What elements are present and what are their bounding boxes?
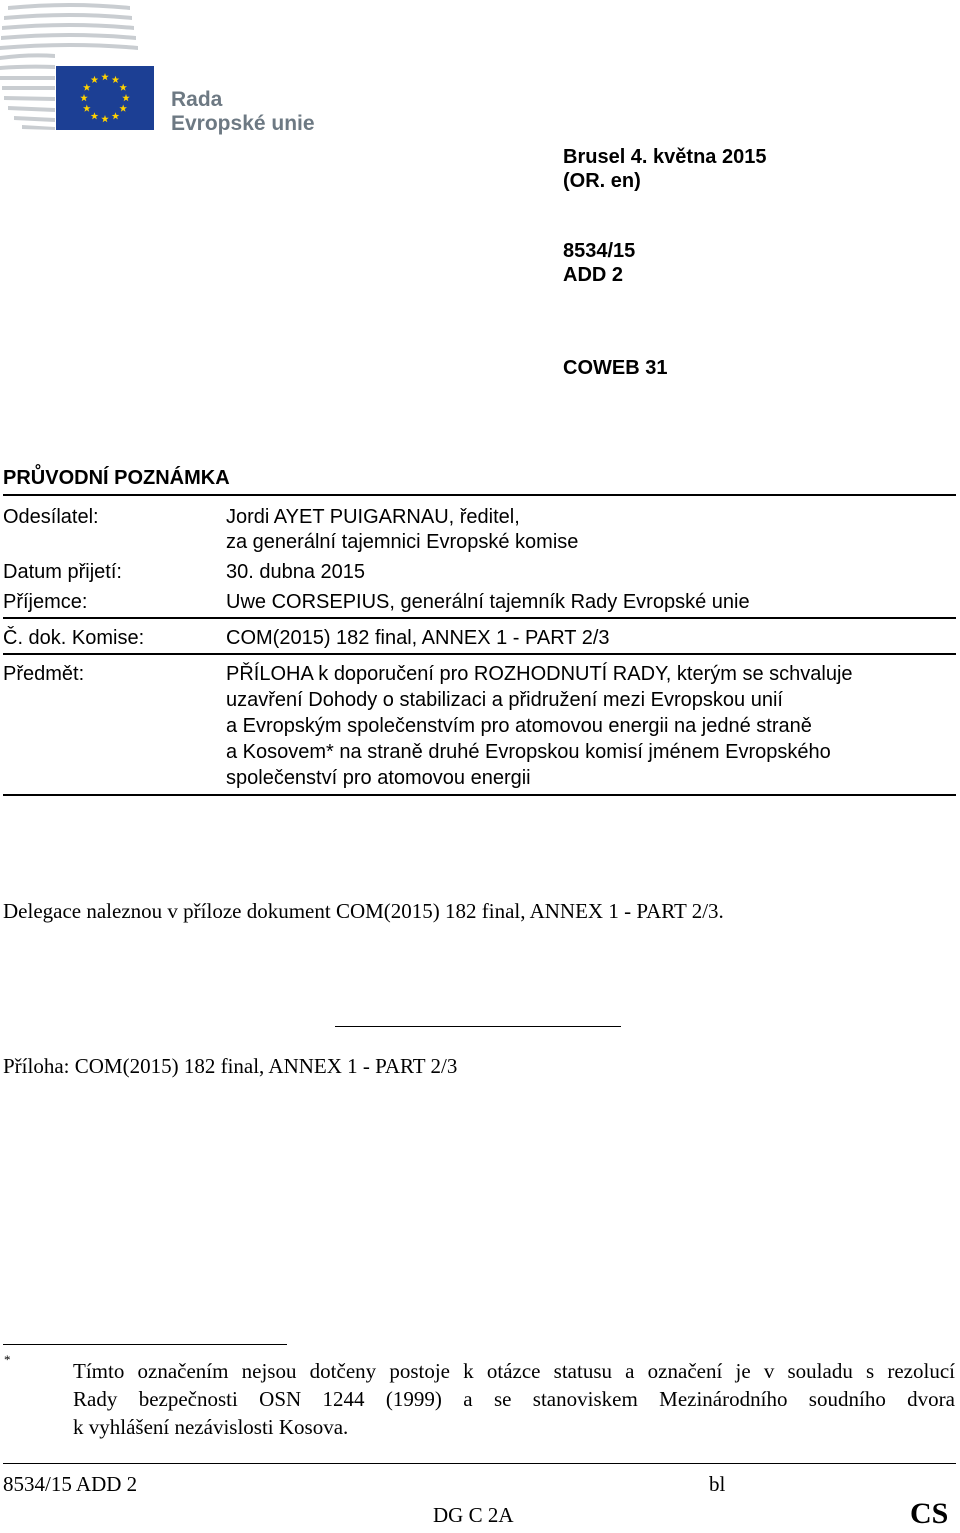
star-icon xyxy=(91,112,99,119)
star-icon xyxy=(80,94,88,101)
commission-doc-value: COM(2015) 182 final, ANNEX 1 - PART 2/3 xyxy=(226,627,610,649)
recipient-value: Uwe CORSEPIUS, generální tajemník Rady Evropské unie xyxy=(226,591,750,613)
commission-doc-label: Č. dok. Komise: xyxy=(3,627,145,649)
logo-line-2: Evropské unie xyxy=(171,112,315,135)
date-received-label: Datum přijetí: xyxy=(3,561,122,583)
header-original-language: (OR. en) xyxy=(563,170,641,192)
star-icon xyxy=(122,94,130,101)
subject-line: uzavření Dohody o stabilizaci a přidružení mezi Evropskou unií xyxy=(226,689,783,711)
star-icon xyxy=(119,105,127,112)
sender-label: Odesílatel: xyxy=(3,506,99,528)
delegation-text: Delegace naleznou v příloze dokument COM(2015) 182 final, ANNEX 1 - PART 2/3. xyxy=(3,899,724,923)
divider xyxy=(3,617,956,619)
footer-department: DG C 2A xyxy=(433,1503,514,1527)
star-icon xyxy=(112,112,120,119)
recipient-label: Příjemce: xyxy=(3,591,88,613)
subject-line: PŘÍLOHA k doporučení pro ROZHODNUTÍ RADY, kterým se schvaluje xyxy=(226,663,853,685)
footnote-line: Rady bezpečnosti OSN 1244 (1999) a se stanoviskem Mezinárodního soudního dvora xyxy=(73,1387,955,1411)
eu-stars xyxy=(56,66,154,130)
star-icon xyxy=(101,73,109,80)
header-doc-number: 8534/15 xyxy=(563,240,636,262)
divider xyxy=(3,494,956,496)
footnote-line: Tímto označením nejsou dotčeny postoje k otázce statusu a označení je v souladu s rezolucí xyxy=(73,1359,955,1383)
separator-line xyxy=(335,1026,621,1027)
subject-line: a Kosovem* na straně druhé Evropskou komisí jménem Evropského xyxy=(226,741,831,763)
footer-initials: bl xyxy=(709,1472,726,1496)
eu-flag-icon xyxy=(56,66,154,130)
council-logo-text xyxy=(171,88,315,136)
logo-line-1: Rada xyxy=(171,88,223,111)
subject-text xyxy=(226,661,853,791)
footnote-line: k vyhlášení nezávislosti Kosova. xyxy=(73,1415,349,1439)
footer-doc-ref: 8534/15 ADD 2 xyxy=(3,1472,138,1496)
footnote-text xyxy=(73,1357,955,1441)
footer-rule xyxy=(3,1463,956,1464)
subject-line: a Evropským společenstvím pro atomovou energii na jedné straně xyxy=(226,715,812,737)
sender-line-1: Jordi AYET PUIGARNAU, ředitel, xyxy=(226,506,520,528)
sender-line-2: za generální tajemnici Evropské komise xyxy=(226,531,579,553)
star-icon xyxy=(91,76,99,83)
note-title: PRŮVODNÍ POZNÁMKA xyxy=(3,467,230,489)
star-icon xyxy=(83,105,91,112)
star-icon xyxy=(83,84,91,91)
footer-language: CS xyxy=(910,1497,949,1530)
header-code: COWEB 31 xyxy=(563,357,668,379)
footnote-marker: * xyxy=(4,1352,11,1367)
footnote-separator xyxy=(3,1344,287,1345)
attachment-text: Příloha: COM(2015) 182 final, ANNEX 1 - PART 2/3 xyxy=(3,1054,458,1078)
subject-line: společenství pro atomovou energii xyxy=(226,767,531,789)
header-date: Brusel 4. května 2015 xyxy=(563,146,767,168)
star-icon xyxy=(119,84,127,91)
date-received-value: 30. dubna 2015 xyxy=(226,561,366,583)
header-doc-add: ADD 2 xyxy=(563,264,624,286)
divider xyxy=(3,794,956,796)
star-icon xyxy=(112,76,120,83)
subject-label: Předmět: xyxy=(3,663,85,685)
star-icon xyxy=(101,115,109,122)
divider xyxy=(3,653,956,655)
